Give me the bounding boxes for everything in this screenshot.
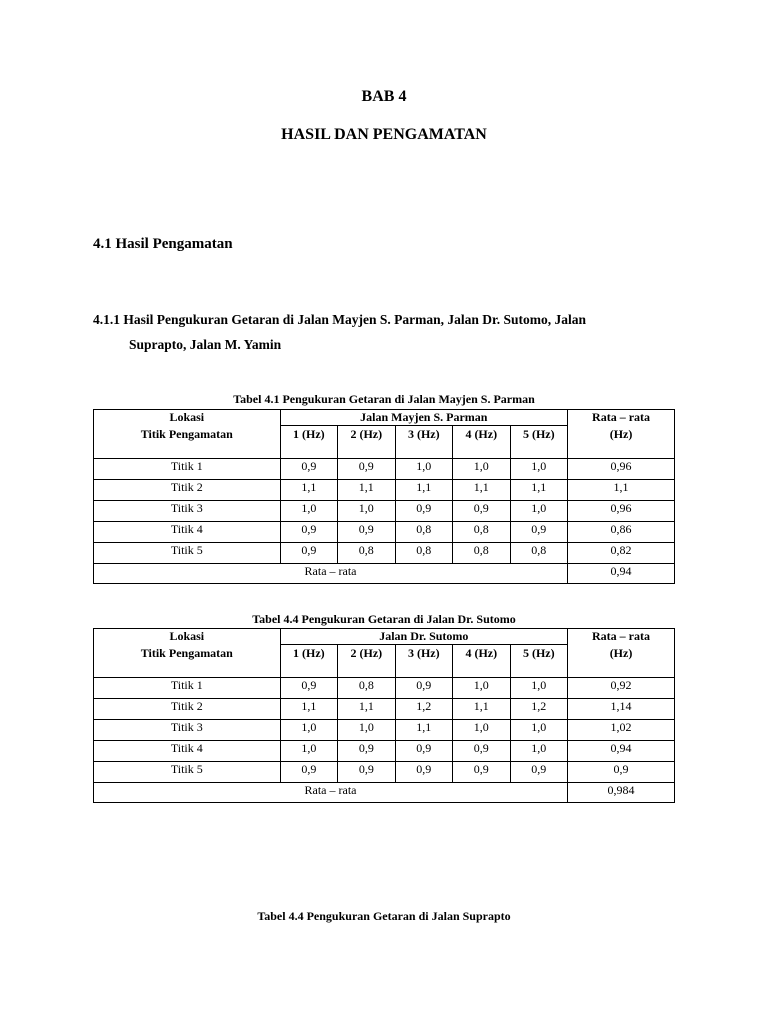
vibration-table (93, 628, 675, 803)
cell-value: 1,1 (280, 699, 337, 720)
cell-value: 0,8 (510, 543, 568, 564)
cell-value: 1,1 (338, 699, 395, 720)
cell-value: 1,0 (280, 501, 337, 522)
cell-value: 0,9 (280, 762, 337, 783)
subsection-line-2: Suprapto, Jalan M. Yamin (129, 337, 282, 352)
row-label: Titik 5 (94, 762, 281, 783)
row-average: 0,96 (568, 459, 675, 480)
table-row (94, 699, 675, 720)
hz-header: 1 (Hz) (280, 645, 337, 678)
row-label: Titik 4 (94, 741, 281, 762)
cell-value: 1,0 (510, 501, 568, 522)
cell-value: 1,0 (510, 678, 568, 699)
row-label: Titik 1 (94, 459, 281, 480)
cell-value: 0,9 (395, 678, 452, 699)
table-row (94, 762, 675, 783)
row-average: 0,86 (568, 522, 675, 543)
road-group-header: Jalan Dr. Sutomo (280, 629, 567, 645)
row-label: Titik 4 (94, 522, 281, 543)
row-label: Titik 2 (94, 480, 281, 501)
table-row (94, 720, 675, 741)
section-heading: 4.1 Hasil Pengamatan (93, 236, 233, 252)
location-header: Lokasi (94, 629, 281, 645)
table-row (94, 480, 675, 501)
cell-value: 1,0 (510, 741, 568, 762)
cell-value: 1,0 (510, 459, 568, 480)
average-header: Rata – rata (568, 410, 675, 426)
cell-value: 0,9 (395, 501, 452, 522)
cell-value: 0,9 (395, 741, 452, 762)
cell-value: 0,9 (453, 741, 510, 762)
cell-value: 0,9 (280, 459, 337, 480)
row-average: 0,96 (568, 501, 675, 522)
overall-average-label: Rata – rata (94, 783, 568, 803)
table-caption: Tabel 4.1 Pengukuran Getaran di Jalan Mayjen S. Parman (233, 392, 535, 406)
cell-value: 0,9 (338, 762, 395, 783)
hz-header: 3 (Hz) (395, 645, 452, 678)
observation-point-header: Titik Pengamatan (94, 426, 281, 459)
table-row (94, 459, 675, 480)
hz-header: 2 (Hz) (338, 426, 395, 459)
overall-average-label: Rata – rata (94, 564, 568, 584)
cell-value: 1,0 (453, 678, 510, 699)
hz-header: 5 (Hz) (510, 426, 568, 459)
table-row (94, 543, 675, 564)
table-caption: Tabel 4.4 Pengukuran Getaran di Jalan Suprapto (257, 909, 511, 923)
row-average: 1,14 (568, 699, 675, 720)
average-header: Rata – rata (568, 629, 675, 645)
cell-value: 1,0 (338, 720, 395, 741)
cell-value: 0,9 (280, 543, 337, 564)
row-average: 0,82 (568, 543, 675, 564)
hz-header: 5 (Hz) (510, 645, 568, 678)
row-label: Titik 1 (94, 678, 281, 699)
row-label: Titik 3 (94, 501, 281, 522)
subsection-heading (93, 307, 683, 357)
hz-header: 4 (Hz) (453, 645, 510, 678)
cell-value: 1,1 (395, 720, 452, 741)
cell-value: 0,9 (395, 762, 452, 783)
cell-value: 1,1 (453, 480, 510, 501)
cell-value: 0,8 (453, 543, 510, 564)
road-group-header: Jalan Mayjen S. Parman (280, 410, 567, 426)
cell-value: 1,1 (510, 480, 568, 501)
cell-value: 0,8 (453, 522, 510, 543)
cell-value: 0,9 (338, 522, 395, 543)
cell-value: 1,0 (453, 720, 510, 741)
cell-value: 0,8 (395, 543, 452, 564)
cell-value: 0,8 (395, 522, 452, 543)
chapter-title: HASIL DAN PENGAMATAN (281, 126, 487, 143)
table-row (94, 741, 675, 762)
table-row (94, 678, 675, 699)
row-label: Titik 3 (94, 720, 281, 741)
location-header: Lokasi (94, 410, 281, 426)
cell-value: 1,0 (280, 720, 337, 741)
observation-point-header: Titik Pengamatan (94, 645, 281, 678)
overall-average-value: 0,94 (568, 564, 675, 584)
hz-header: 1 (Hz) (280, 426, 337, 459)
table-footer-row (94, 564, 675, 584)
cell-value: 1,0 (280, 741, 337, 762)
subsection-line-1: 4.1.1 Hasil Pengukuran Getaran di Jalan Mayjen S. Parman, Jalan Dr. Sutomo, Jalan (93, 312, 587, 327)
cell-value: 1,0 (510, 720, 568, 741)
table-row (94, 501, 675, 522)
table-caption: Tabel 4.4 Pengukuran Getaran di Jalan Dr. Sutomo (252, 612, 516, 626)
cell-value: 1,0 (453, 459, 510, 480)
average-unit-header: (Hz) (568, 426, 675, 459)
cell-value: 1,0 (395, 459, 452, 480)
cell-value: 0,9 (453, 762, 510, 783)
vibration-table (93, 409, 675, 584)
hz-header: 2 (Hz) (338, 645, 395, 678)
row-label: Titik 2 (94, 699, 281, 720)
cell-value: 0,9 (510, 762, 568, 783)
average-unit-header: (Hz) (568, 645, 675, 678)
cell-value: 0,9 (453, 501, 510, 522)
cell-value: 0,9 (280, 678, 337, 699)
cell-value: 0,8 (338, 543, 395, 564)
table-row (94, 522, 675, 543)
cell-value: 0,9 (338, 459, 395, 480)
row-average: 0,92 (568, 678, 675, 699)
cell-value: 1,0 (338, 501, 395, 522)
row-average: 0,94 (568, 741, 675, 762)
cell-value: 0,9 (510, 522, 568, 543)
chapter-number: BAB 4 (361, 88, 407, 105)
hz-header: 4 (Hz) (453, 426, 510, 459)
cell-value: 0,9 (338, 741, 395, 762)
overall-average-value: 0,984 (568, 783, 675, 803)
cell-value: 1,1 (453, 699, 510, 720)
row-label: Titik 5 (94, 543, 281, 564)
hz-header: 3 (Hz) (395, 426, 452, 459)
table-footer-row (94, 783, 675, 803)
cell-value: 1,1 (395, 480, 452, 501)
cell-value: 1,1 (280, 480, 337, 501)
cell-value: 1,1 (338, 480, 395, 501)
cell-value: 1,2 (395, 699, 452, 720)
cell-value: 0,8 (338, 678, 395, 699)
cell-value: 0,9 (280, 522, 337, 543)
row-average: 1,1 (568, 480, 675, 501)
row-average: 1,02 (568, 720, 675, 741)
row-average: 0,9 (568, 762, 675, 783)
cell-value: 1,2 (510, 699, 568, 720)
